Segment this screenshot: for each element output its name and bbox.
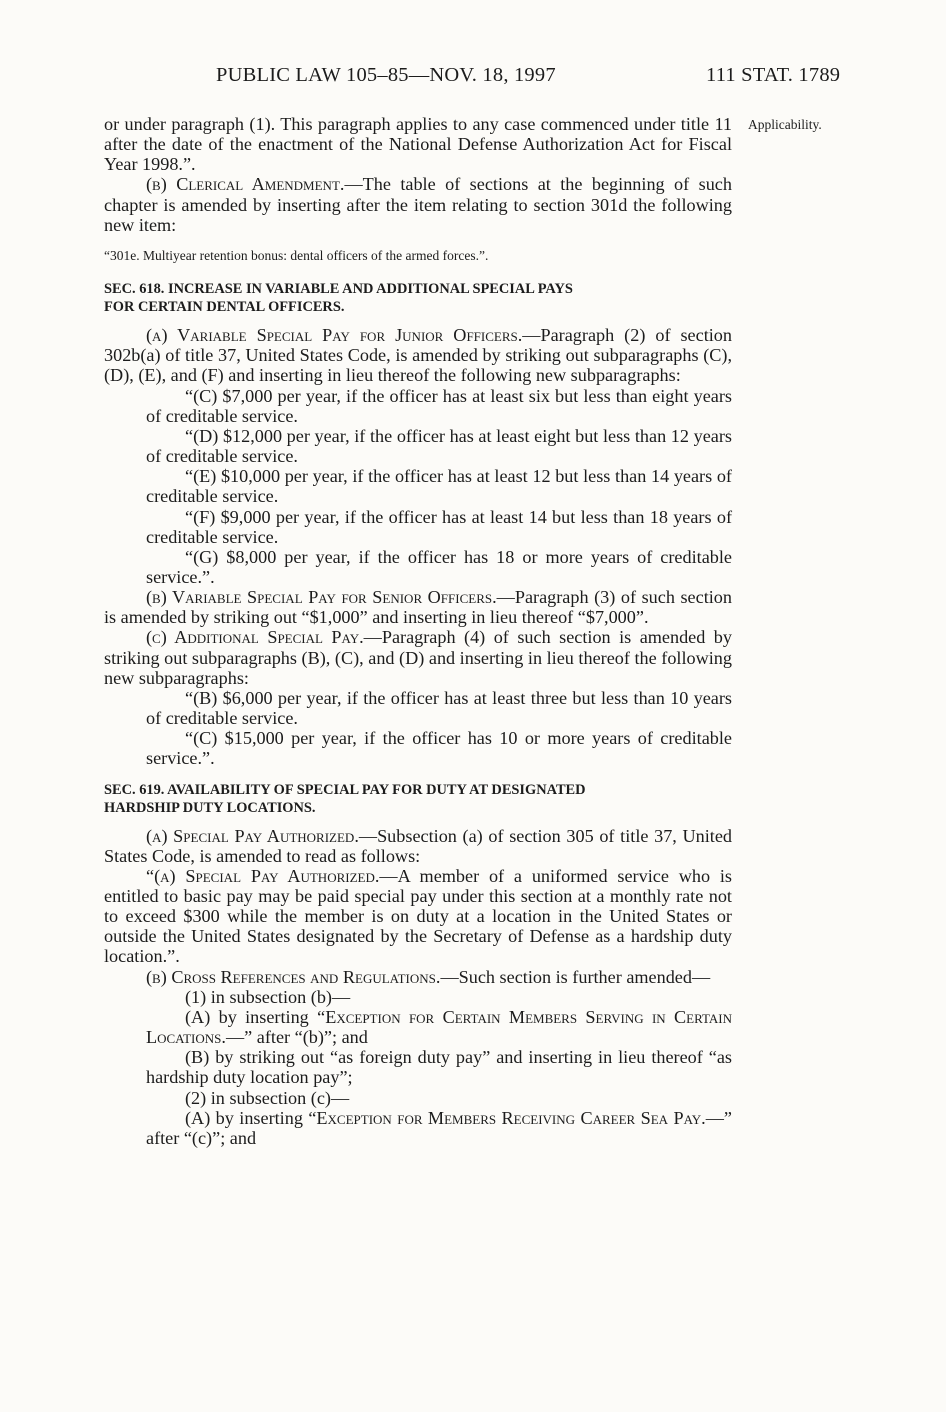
- list-item-2a: (A) by inserting “Exception for Members Receiving Career Sea Pay.—” after “(c)”; and: [146, 1107, 732, 1148]
- running-header: PUBLIC LAW 105–85—NOV. 18, 1997: [216, 64, 556, 86]
- paragraph-618b: (b) Variable Special Pay for Senior Officers.—Paragraph (3) of such section is amended by striking out “$1,000” and inserting in lieu thereof “$7,000”.: [104, 587, 732, 628]
- section-619-heading: SEC. 619. AVAILABILITY OF SPECIAL PAY FOR DUTY AT DESIGNATED HARDSHIP DUTY LOCATIONS.: [104, 781, 586, 816]
- page-citation: 111 STAT. 1789: [706, 64, 841, 86]
- paragraph-clerical-amendment: (b) Clerical Amendment.—The table of sections at the beginning of such chapter is amended by inserting after the item relating to section 301d the following new item:: [104, 174, 732, 235]
- body-text: [104, 114, 732, 1148]
- subparagraph-618c: “(C) $7,000 per year, if the officer has at least six but less than eight years of creditable service.: [146, 385, 732, 426]
- subsection-heading: (c) Additional Special Pay.: [146, 627, 364, 648]
- paragraph-continuation: or under paragraph (1). This paragraph applies to any case commenced under title 11 after the date of the enactment of the National Defense Authorization Act for Fiscal Year 1998.”.: [104, 114, 732, 175]
- list-item-1b: (B) by striking out “as foreign duty pay” and inserting in lieu thereof “as hardship duty location pay”;: [146, 1047, 732, 1088]
- subparagraph-618cc: “(C) $15,000 per year, if the officer has 10 or more years of creditable service.”.: [146, 728, 732, 769]
- subsection-heading: (a) Variable Special Pay for Junior Officers.: [146, 325, 523, 346]
- paragraph-618c: (c) Additional Special Pay.—Paragraph (4) of such section is amended by striking out subparagraphs (B), (C), and (D) and inserting in lieu thereof the following new subparagraphs:: [104, 627, 732, 688]
- subsection-heading: (b) Cross References and Regulations.: [146, 966, 441, 987]
- list-item-1a: (A) by inserting “Exception for Certain Members Serving in Certain Locations.—” after “(b)”; and: [146, 1006, 732, 1048]
- paragraph-618a: (a) Variable Special Pay for Junior Officers.—Paragraph (2) of section 302b(a) of title 37, United States Code, is amended by striking out subparagraphs (C), (D), (E), and (F) and inserting in lieu thereof the following new subparagraphs:: [104, 325, 732, 386]
- subparagraph-618e: “(E) $10,000 per year, if the officer has at least 12 but less than 14 years of creditable service.: [146, 466, 732, 507]
- list-item-2: (2) in subsection (c)—: [185, 1087, 350, 1108]
- subsection-heading: (a) Special Pay Authorized.: [146, 825, 359, 846]
- table-item: “301e. Multiyear retention bonus: dental officers of the armed forces.”.: [104, 247, 489, 263]
- paragraph-619b: (b) Cross References and Regulations.—Such section is further amended—: [146, 966, 711, 987]
- margin-note: Applicability.: [748, 117, 822, 132]
- subparagraph-618cb: “(B) $6,000 per year, if the officer has at least three but less than 10 years of creditable service.: [146, 687, 732, 729]
- section-618-heading: SEC. 618. INCREASE IN VARIABLE AND ADDITIONAL SPECIAL PAYS FOR CERTAIN DENTAL OFFICERS.: [104, 281, 573, 316]
- subparagraph-618f: “(F) $9,000 per year, if the officer has at least 14 but less than 18 years of creditable service.: [146, 506, 732, 547]
- paragraph-619a: (a) Special Pay Authorized.—Subsection (a) of section 305 of title 37, United States Code, is amended to read as follows:: [104, 825, 733, 866]
- list-item-1: (1) in subsection (b)—: [185, 986, 351, 1007]
- subsection-heading: “(a) Special Pay Authorized.: [146, 865, 380, 886]
- subsection-heading: (b) Variable Special Pay for Senior Officers.: [146, 587, 497, 608]
- subparagraph-618d: “(D) $12,000 per year, if the officer has at least eight but less than 12 years of creditable service.: [146, 425, 732, 467]
- subsection-heading: (b) Clerical Amendment.: [146, 174, 345, 195]
- subparagraph-618g: “(G) $8,000 per year, if the officer has 18 or more years of creditable service.”.: [146, 546, 732, 587]
- paragraph-619a-quote: “(a) Special Pay Authorized.—A member of a uniformed service who is entitled to basic pay may be paid special pay under this section at a monthly rate not to exceed $300 while the member is on duty at a location in the United States or outside the United States designated by the Secretary of Defense as a hardship duty location.”.: [104, 865, 732, 967]
